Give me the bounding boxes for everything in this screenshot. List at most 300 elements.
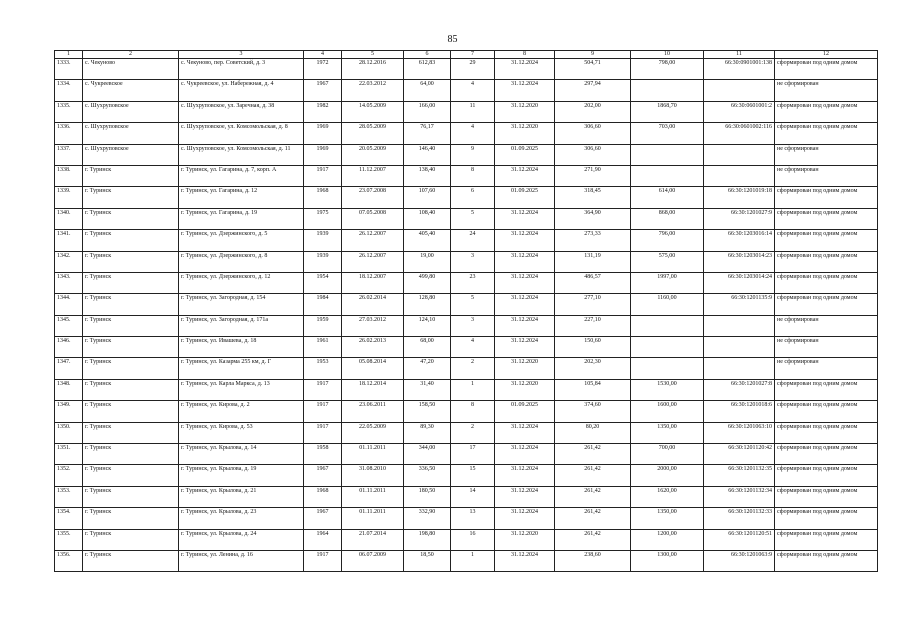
settlement-cell: г. Туринск [83, 251, 179, 272]
residents-count-cell: 4 [451, 80, 495, 101]
residents-count-cell: 24 [451, 230, 495, 251]
year-built-cell: 1961 [304, 337, 342, 358]
address-cell: г. Туринск, ул. Крылова, д. 21 [179, 486, 304, 507]
cost-cell: 227,10 [555, 315, 631, 336]
area-cell: 124,10 [404, 315, 451, 336]
settlement-cell: г. Туринск [83, 187, 179, 208]
row-number-cell: 1340. [55, 208, 83, 229]
table-row [55, 529, 878, 550]
residents-count-cell: 16 [451, 529, 495, 550]
residents-count-cell: 4 [451, 123, 495, 144]
land-area-cell: 1620,00 [631, 486, 704, 507]
land-status-cell: сформирован под одним домом [775, 486, 878, 507]
residents-count-cell: 3 [451, 251, 495, 272]
registration-date-cell: 26.12.2007 [342, 251, 404, 272]
year-built-cell: 1972 [304, 59, 342, 80]
address-cell: г. Туринск, ул. Казарма 255 км, д. Г [179, 358, 304, 379]
table-body [55, 59, 878, 572]
row-number-cell: 1348. [55, 379, 83, 400]
area-cell: 166,00 [404, 101, 451, 122]
land-area-cell [631, 358, 704, 379]
cost-cell: 297,94 [555, 80, 631, 101]
deadline-date-cell: 31.12.2024 [495, 422, 555, 443]
deadline-date-cell: 31.12.2024 [495, 59, 555, 80]
land-area-cell [631, 315, 704, 336]
column-number: 9 [555, 51, 631, 59]
cadastral-number-cell: 66:30:1201063:10 [704, 422, 775, 443]
land-area-cell: 614,00 [631, 187, 704, 208]
registration-date-cell: 28.12.2016 [342, 59, 404, 80]
deadline-date-cell: 01.09.2025 [495, 187, 555, 208]
table-row [55, 337, 878, 358]
area-cell: 198,80 [404, 529, 451, 550]
address-cell: г. Туринск, ул. Ивашева, д. 18 [179, 337, 304, 358]
address-cell: с. Шухруповское, ул. Комсомольская, д. 8 [179, 123, 304, 144]
registration-date-cell: 14.05.2009 [342, 101, 404, 122]
land-area-cell: 868,00 [631, 208, 704, 229]
settlement-cell: г. Туринск [83, 315, 179, 336]
address-cell: г. Туринск, ул. Кирова, д. 2 [179, 401, 304, 422]
row-number-cell: 1336. [55, 123, 83, 144]
area-cell: 138,40 [404, 165, 451, 186]
row-number-cell: 1346. [55, 337, 83, 358]
year-built-cell: 1954 [304, 272, 342, 293]
year-built-cell: 1969 [304, 144, 342, 165]
area-cell: 89,30 [404, 422, 451, 443]
year-built-cell: 1917 [304, 550, 342, 571]
year-built-cell: 1964 [304, 529, 342, 550]
cadastral-number-cell [704, 315, 775, 336]
address-cell: г. Туринск, ул. Крылова, д. 23 [179, 508, 304, 529]
residents-count-cell: 8 [451, 165, 495, 186]
area-cell: 499,80 [404, 272, 451, 293]
area-cell: 31,40 [404, 379, 451, 400]
land-status-cell: не сформирован [775, 337, 878, 358]
deadline-date-cell: 31.12.2024 [495, 550, 555, 571]
settlement-cell: г. Туринск [83, 529, 179, 550]
land-status-cell: сформирован под одним домом [775, 272, 878, 293]
land-status-cell: сформирован под одним домом [775, 208, 878, 229]
area-cell: 47,20 [404, 358, 451, 379]
residents-count-cell: 14 [451, 486, 495, 507]
row-number-cell: 1333. [55, 59, 83, 80]
table-row [55, 444, 878, 465]
residents-count-cell: 23 [451, 272, 495, 293]
year-built-cell: 1982 [304, 101, 342, 122]
registration-date-cell: 27.03.2012 [342, 315, 404, 336]
cadastral-number-cell: 66:30:1201019:18 [704, 187, 775, 208]
page-number: 85 [447, 34, 458, 45]
cadastral-number-cell: 66:30:1201027:9 [704, 208, 775, 229]
cost-cell: 273,33 [555, 230, 631, 251]
year-built-cell: 1958 [304, 444, 342, 465]
row-number-cell: 1337. [55, 144, 83, 165]
table-row [55, 465, 878, 486]
year-built-cell: 1967 [304, 80, 342, 101]
cost-cell: 238,60 [555, 550, 631, 571]
address-cell: с. Шухруповское, ул. Комсомольская, д. 11 [179, 144, 304, 165]
row-number-cell: 1334. [55, 80, 83, 101]
column-number: 11 [704, 51, 775, 59]
year-built-cell: 1969 [304, 123, 342, 144]
cost-cell: 202,30 [555, 358, 631, 379]
registry-table [54, 50, 878, 572]
land-status-cell: не сформирован [775, 80, 878, 101]
year-built-cell: 1917 [304, 401, 342, 422]
table-row [55, 401, 878, 422]
column-number: 10 [631, 51, 704, 59]
residents-count-cell: 2 [451, 358, 495, 379]
land-status-cell: сформирован под одним домом [775, 529, 878, 550]
table-row [55, 550, 878, 571]
deadline-date-cell: 31.12.2024 [495, 208, 555, 229]
residents-count-cell: 1 [451, 550, 495, 571]
land-area-cell: 796,00 [631, 230, 704, 251]
table-row [55, 486, 878, 507]
cadastral-number-cell: 66:30:1201132:35 [704, 465, 775, 486]
cost-cell: 261,42 [555, 465, 631, 486]
land-area-cell [631, 80, 704, 101]
registration-date-cell: 01.11.2011 [342, 508, 404, 529]
land-area-cell [631, 144, 704, 165]
land-area-cell: 700,00 [631, 444, 704, 465]
land-status-cell: сформирован под одним домом [775, 123, 878, 144]
year-built-cell: 1939 [304, 251, 342, 272]
land-status-cell: сформирован под одним домом [775, 59, 878, 80]
address-cell: г. Туринск, ул. Загородная, д. 171а [179, 315, 304, 336]
registration-date-cell: 26.02.2013 [342, 337, 404, 358]
address-cell: г. Туринск, ул. Гагарина, д. 7, корп. А [179, 165, 304, 186]
row-number-cell: 1354. [55, 508, 83, 529]
deadline-date-cell: 31.12.2024 [495, 444, 555, 465]
land-area-cell: 1350,00 [631, 422, 704, 443]
cadastral-number-cell [704, 144, 775, 165]
table-row [55, 208, 878, 229]
row-number-cell: 1347. [55, 358, 83, 379]
row-number-cell: 1355. [55, 529, 83, 550]
residents-count-cell: 6 [451, 187, 495, 208]
address-cell: с. Чекуново, пер. Советский, д. 3 [179, 59, 304, 80]
cadastral-number-cell [704, 337, 775, 358]
table-row [55, 272, 878, 293]
settlement-cell: с. Шухруповское [83, 101, 179, 122]
column-number: 7 [451, 51, 495, 59]
area-cell: 612,83 [404, 59, 451, 80]
registration-date-cell: 05.08.2014 [342, 358, 404, 379]
settlement-cell: г. Туринск [83, 486, 179, 507]
deadline-date-cell: 31.12.2020 [495, 123, 555, 144]
column-number: 1 [55, 51, 83, 59]
land-area-cell: 1530,00 [631, 379, 704, 400]
land-status-cell: сформирован под одним домом [775, 508, 878, 529]
row-number-cell: 1345. [55, 315, 83, 336]
row-number-cell: 1349. [55, 401, 83, 422]
cadastral-number-cell: 66:30:0901001:138 [704, 59, 775, 80]
area-cell: 108,40 [404, 208, 451, 229]
settlement-cell: г. Туринск [83, 422, 179, 443]
land-status-cell: сформирован под одним домом [775, 422, 878, 443]
area-cell: 405,40 [404, 230, 451, 251]
cadastral-number-cell: 66:30:1201132:33 [704, 508, 775, 529]
residents-count-cell: 29 [451, 59, 495, 80]
residents-count-cell: 5 [451, 294, 495, 315]
address-cell: с. Чукреевское, ул. Набережная, д. 4 [179, 80, 304, 101]
cost-cell: 261,42 [555, 486, 631, 507]
area-cell: 64,00 [404, 80, 451, 101]
cost-cell: 150,60 [555, 337, 631, 358]
registration-date-cell: 22.05.2009 [342, 422, 404, 443]
deadline-date-cell: 31.12.2024 [495, 165, 555, 186]
cadastral-number-cell: 66:30:1203014:24 [704, 272, 775, 293]
land-status-cell: сформирован под одним домом [775, 101, 878, 122]
row-number-cell: 1351. [55, 444, 83, 465]
settlement-cell: с. Чукреевское [83, 80, 179, 101]
row-number-cell: 1335. [55, 101, 83, 122]
cadastral-number-cell [704, 358, 775, 379]
address-cell: с. Шухруповское, ул. Заречная, д. 38 [179, 101, 304, 122]
settlement-cell: г. Туринск [83, 379, 179, 400]
cost-cell: 318,45 [555, 187, 631, 208]
table-row [55, 230, 878, 251]
registration-date-cell: 01.11.2011 [342, 486, 404, 507]
settlement-cell: г. Туринск [83, 444, 179, 465]
area-cell: 107,60 [404, 187, 451, 208]
cadastral-number-cell: 66:30:1201120:42 [704, 444, 775, 465]
column-number-row [55, 51, 878, 59]
table-row [55, 123, 878, 144]
residents-count-cell: 11 [451, 101, 495, 122]
deadline-date-cell: 31.12.2020 [495, 101, 555, 122]
year-built-cell: 1917 [304, 379, 342, 400]
cost-cell: 80,20 [555, 422, 631, 443]
area-cell: 18,50 [404, 550, 451, 571]
land-status-cell: не сформирован [775, 144, 878, 165]
table-row [55, 251, 878, 272]
land-status-cell: сформирован под одним домом [775, 251, 878, 272]
table-row [55, 80, 878, 101]
year-built-cell: 1939 [304, 230, 342, 251]
cadastral-number-cell: 66:30:1201063:9 [704, 550, 775, 571]
row-number-cell: 1339. [55, 187, 83, 208]
year-built-cell: 1984 [304, 294, 342, 315]
area-cell: 344,00 [404, 444, 451, 465]
registration-date-cell: 23.06.2011 [342, 401, 404, 422]
land-status-cell: сформирован под одним домом [775, 379, 878, 400]
table-row [55, 379, 878, 400]
row-number-cell: 1341. [55, 230, 83, 251]
cadastral-number-cell [704, 165, 775, 186]
land-area-cell: 1350,00 [631, 508, 704, 529]
table-row [55, 508, 878, 529]
registration-date-cell: 18.12.2014 [342, 379, 404, 400]
cadastral-number-cell: 66:30:1201018:6 [704, 401, 775, 422]
settlement-cell: г. Туринск [83, 294, 179, 315]
residents-count-cell: 17 [451, 444, 495, 465]
column-number: 2 [83, 51, 179, 59]
cost-cell: 504,71 [555, 59, 631, 80]
address-cell: г. Туринск, ул. Крылова, д. 24 [179, 529, 304, 550]
deadline-date-cell: 31.12.2024 [495, 251, 555, 272]
cadastral-number-cell: 66:30:0601002:116 [704, 123, 775, 144]
settlement-cell: г. Туринск [83, 208, 179, 229]
year-built-cell: 1917 [304, 165, 342, 186]
cadastral-number-cell: 66:30:1201132:34 [704, 486, 775, 507]
year-built-cell: 1959 [304, 315, 342, 336]
registration-date-cell: 28.05.2009 [342, 123, 404, 144]
address-cell: г. Туринск, ул. Загородная, д. 154 [179, 294, 304, 315]
land-area-cell: 703,00 [631, 123, 704, 144]
row-number-cell: 1352. [55, 465, 83, 486]
land-status-cell: не сформирован [775, 165, 878, 186]
cadastral-number-cell: 66:30:1201135:9 [704, 294, 775, 315]
settlement-cell: г. Туринск [83, 165, 179, 186]
cost-cell: 261,42 [555, 508, 631, 529]
deadline-date-cell: 31.12.2024 [495, 80, 555, 101]
deadline-date-cell: 31.12.2024 [495, 337, 555, 358]
cost-cell: 486,57 [555, 272, 631, 293]
row-number-cell: 1338. [55, 165, 83, 186]
cadastral-number-cell: 66:30:1203016:14 [704, 230, 775, 251]
cadastral-number-cell: 66:30:0601001:2 [704, 101, 775, 122]
deadline-date-cell: 31.12.2020 [495, 379, 555, 400]
cost-cell: 306,60 [555, 123, 631, 144]
row-number-cell: 1342. [55, 251, 83, 272]
address-cell: г. Туринск, ул. Гагарина, д. 19 [179, 208, 304, 229]
row-number-cell: 1353. [55, 486, 83, 507]
residents-count-cell: 13 [451, 508, 495, 529]
settlement-cell: г. Туринск [83, 230, 179, 251]
land-area-cell: 2000,00 [631, 465, 704, 486]
year-built-cell: 1967 [304, 508, 342, 529]
row-number-cell: 1350. [55, 422, 83, 443]
land-area-cell [631, 337, 704, 358]
registration-date-cell: 20.05.2009 [342, 144, 404, 165]
area-cell: 332,90 [404, 508, 451, 529]
registration-date-cell: 18.12.2007 [342, 272, 404, 293]
address-cell: г. Туринск, ул. Дзержинского, д. 8 [179, 251, 304, 272]
land-status-cell: сформирован под одним домом [775, 550, 878, 571]
cost-cell: 271,90 [555, 165, 631, 186]
cost-cell: 202,00 [555, 101, 631, 122]
area-cell: 158,50 [404, 401, 451, 422]
year-built-cell: 1968 [304, 187, 342, 208]
year-built-cell: 1917 [304, 422, 342, 443]
year-built-cell: 1953 [304, 358, 342, 379]
land-status-cell: сформирован под одним домом [775, 294, 878, 315]
area-cell: 68,00 [404, 337, 451, 358]
column-number: 12 [775, 51, 878, 59]
column-number: 6 [404, 51, 451, 59]
row-number-cell: 1344. [55, 294, 83, 315]
deadline-date-cell: 31.12.2024 [495, 465, 555, 486]
registration-date-cell: 26.02.2014 [342, 294, 404, 315]
column-number: 5 [342, 51, 404, 59]
table-row [55, 59, 878, 80]
area-cell: 146,40 [404, 144, 451, 165]
year-built-cell: 1967 [304, 465, 342, 486]
land-status-cell: сформирован под одним домом [775, 465, 878, 486]
cost-cell: 261,42 [555, 529, 631, 550]
settlement-cell: г. Туринск [83, 272, 179, 293]
address-cell: г. Туринск, ул. Крылова, д. 14 [179, 444, 304, 465]
cost-cell: 306,60 [555, 144, 631, 165]
land-area-cell: 575,00 [631, 251, 704, 272]
land-status-cell: не сформирован [775, 358, 878, 379]
land-status-cell: сформирован под одним домом [775, 230, 878, 251]
table-row [55, 315, 878, 336]
settlement-cell: г. Туринск [83, 465, 179, 486]
address-cell: г. Туринск, ул. Дзержинского, д. 12 [179, 272, 304, 293]
cost-cell: 277,10 [555, 294, 631, 315]
cadastral-number-cell [704, 80, 775, 101]
table-row [55, 144, 878, 165]
deadline-date-cell: 01.09.2025 [495, 401, 555, 422]
deadline-date-cell: 31.12.2024 [495, 315, 555, 336]
land-status-cell: сформирован под одним домом [775, 444, 878, 465]
land-area-cell: 1200,00 [631, 529, 704, 550]
row-number-cell: 1356. [55, 550, 83, 571]
year-built-cell: 1968 [304, 486, 342, 507]
residents-count-cell: 5 [451, 208, 495, 229]
settlement-cell: г. Туринск [83, 401, 179, 422]
cost-cell: 261,42 [555, 444, 631, 465]
column-number: 3 [179, 51, 304, 59]
registration-date-cell: 31.08.2010 [342, 465, 404, 486]
settlement-cell: г. Туринск [83, 337, 179, 358]
area-cell: 180,50 [404, 486, 451, 507]
address-cell: г. Туринск, ул. Крылова, д. 19 [179, 465, 304, 486]
registration-date-cell: 21.07.2014 [342, 529, 404, 550]
land-status-cell: сформирован под одним домом [775, 187, 878, 208]
cost-cell: 105,84 [555, 379, 631, 400]
land-status-cell: не сформирован [775, 315, 878, 336]
land-status-cell: сформирован под одним домом [775, 401, 878, 422]
deadline-date-cell: 01.09.2025 [495, 144, 555, 165]
address-cell: г. Туринск, ул. Ленина, д. 16 [179, 550, 304, 571]
address-cell: г. Туринск, ул. Кирова, д. 53 [179, 422, 304, 443]
residents-count-cell: 4 [451, 337, 495, 358]
land-area-cell: 1300,00 [631, 550, 704, 571]
area-cell: 19,00 [404, 251, 451, 272]
registration-date-cell: 26.12.2007 [342, 230, 404, 251]
registration-date-cell: 23.07.2008 [342, 187, 404, 208]
registration-date-cell: 22.03.2012 [342, 80, 404, 101]
table-row [55, 422, 878, 443]
registration-date-cell: 07.05.2008 [342, 208, 404, 229]
deadline-date-cell: 31.12.2024 [495, 272, 555, 293]
settlement-cell: г. Туринск [83, 358, 179, 379]
area-cell: 76,17 [404, 123, 451, 144]
deadline-date-cell: 31.12.2024 [495, 486, 555, 507]
land-area-cell: 1160,00 [631, 294, 704, 315]
registration-date-cell: 11.12.2007 [342, 165, 404, 186]
settlement-cell: с. Шухруповское [83, 123, 179, 144]
land-area-cell [631, 165, 704, 186]
land-area-cell: 1997,00 [631, 272, 704, 293]
table-row [55, 165, 878, 186]
cadastral-number-cell: 66:30:1201027:8 [704, 379, 775, 400]
residents-count-cell: 9 [451, 144, 495, 165]
deadline-date-cell: 31.12.2024 [495, 508, 555, 529]
residents-count-cell: 3 [451, 315, 495, 336]
cost-cell: 364,90 [555, 208, 631, 229]
address-cell: г. Туринск, ул. Карла Маркса, д. 13 [179, 379, 304, 400]
table-row [55, 187, 878, 208]
cost-cell: 131,19 [555, 251, 631, 272]
settlement-cell: г. Туринск [83, 508, 179, 529]
table-row [55, 358, 878, 379]
cadastral-number-cell: 66:30:1201120:51 [704, 529, 775, 550]
